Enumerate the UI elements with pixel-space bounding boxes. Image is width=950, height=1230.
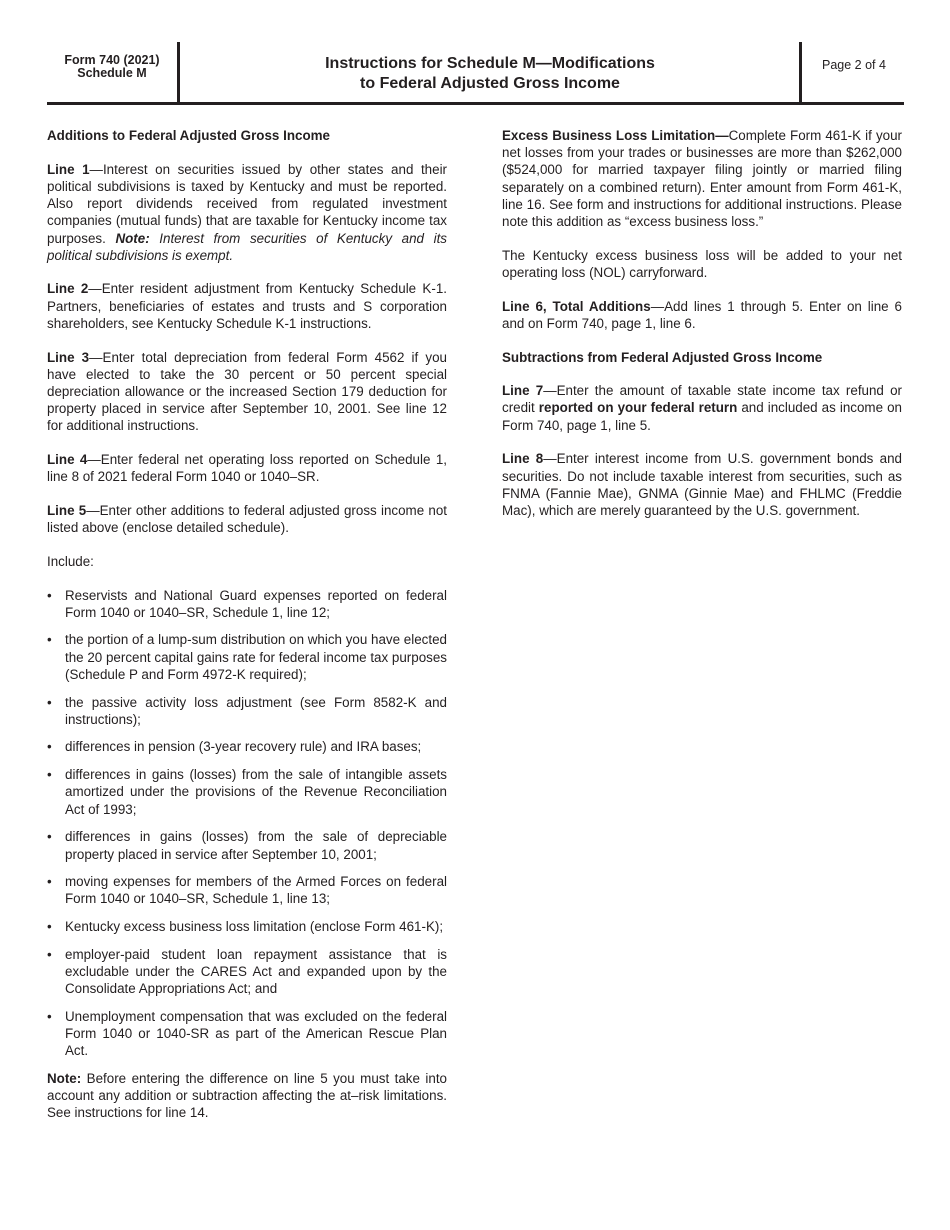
title-line-1: Instructions for Schedule M—Modifications <box>325 55 655 72</box>
line-text: —Interest on securities issued by other states and their political subdivisions is taxed by Kentucky and must be reported. Also report dividends received from regulated investment companies (mutual funds) that are taxable for Kentucky income tax purposes. <box>47 161 448 246</box>
list-item: • Reservists and National Guard expenses reported on federal Form 1040 or 1040–SR, Schedule 1, line 12; <box>47 587 447 621</box>
line-text: and included as income on Form 740, page 1, line 5. <box>502 400 902 433</box>
section-heading-subtractions: Subtractions from Federal Adjusted Gross Income <box>502 349 823 365</box>
line-label: Line 3 <box>47 349 90 365</box>
line-label: Line 2 <box>47 281 89 297</box>
page-header <box>47 42 904 105</box>
form-number: Form 740 (2021) <box>64 53 160 67</box>
line-text: —Enter other additions to federal adjusted gross income not listed above (enclose detailed schedule). <box>47 502 448 536</box>
list-item: • differences in gains (losses) from the sale of intangible assets amortized under the provisions of the Revenue Reconciliation Act of 1993; <box>47 766 447 818</box>
note-text: Interest from securities of Kentucky and its political subdivisions is exempt. <box>47 230 447 263</box>
list-item: • the passive activity loss adjustment (see Form 8582-K and instructions); <box>47 694 447 728</box>
page-number: Page 2 of 4 <box>822 58 886 72</box>
page-title <box>180 54 800 94</box>
line-label: Line 7 <box>502 383 544 399</box>
line-label: Line 1 <box>47 161 90 177</box>
left-column <box>47 127 447 1138</box>
line-6-paragraph <box>502 298 902 332</box>
line-label: Line 5 <box>47 502 87 518</box>
line-3-paragraph <box>47 349 447 435</box>
form-id <box>47 54 177 80</box>
list-item: • Unemployment compensation that was excluded on the federal Form 1040 or 1040-SR as part of the American Rescue Plan Act. <box>47 1008 447 1060</box>
line-text: —Enter resident adjustment from Kentucky Schedule K-1. Partners, beneficiaries of estates and trusts and S corporation shareholders, see Kentucky Schedule K-1 instructions. <box>47 281 447 331</box>
list-item: • the portion of a lump-sum distribution on which you have elected the 20 percent capital gains rate for federal income tax purposes (Schedule P and Form 4972-K required); <box>47 631 447 683</box>
list-item: • employer-paid student loan repayment assistance that is excludable under the CARES Act and expanded upon by the Consolidate Appropriations Act; and <box>47 946 447 998</box>
additions-list <box>47 587 447 1060</box>
line-text: —Enter total depreciation from federal Form 4562 if you have elected to take the 30 percent or 50 percent special depreciation allowance or the increased Section 179 deduction for property placed in service after September 10, 2001. See line 12 for additional instructions. <box>47 349 447 434</box>
include-label: Include: <box>47 553 94 569</box>
line-label: Line 6, Total Additions <box>502 298 651 314</box>
list-item: • moving expenses for members of the Armed Forces on federal Form 1040 or 1040–SR, Schedule 1, line 13; <box>47 873 447 907</box>
line-8-paragraph <box>502 450 902 519</box>
line-text: Complete Form 461-K if your net losses from your trades or businesses are more than $262,000 ($524,000 for married taxpayer filing jointly or married filing separately on a combined return). Enter amount from Form 461-K, line 16. See form and instructions for additional instructions. Please note this addition as “excess business loss.” <box>502 128 902 230</box>
divider <box>799 42 802 102</box>
line-4-paragraph <box>47 451 447 485</box>
line-label: Excess Business Loss Limitation— <box>502 128 729 143</box>
line-7-paragraph <box>502 382 902 434</box>
line-2-paragraph <box>47 280 447 332</box>
line-label: Line 8 <box>502 451 544 467</box>
right-column <box>502 127 902 536</box>
note-paragraph <box>47 1070 447 1122</box>
note-label: Note: <box>115 230 150 246</box>
list-item: • differences in pension (3-year recovery rule) and IRA bases; <box>47 738 447 755</box>
note-text: Before entering the difference on line 5 you must take into account any addition or subtraction affecting the at–risk limitations. See instructions for line 14. <box>47 1071 447 1121</box>
line-text: —Add lines 1 through 5. Enter on line 6 and on Form 740, page 1, line 6. <box>502 298 902 331</box>
section-heading-additions: Additions to Federal Adjusted Gross Income <box>47 128 330 143</box>
line-text: —Enter interest income from U.S. government bonds and securities. Do not include taxable interest from securities, such as FNMA (Fannie Mae), GNMA (Ginnie Mae) and FHLMC (Freddie Mac), which are merely guaranteed by the U.S. government. <box>502 451 902 518</box>
line-1-paragraph <box>47 161 447 264</box>
excess-business-loss-paragraph <box>502 127 902 230</box>
note-label: Note: <box>47 1071 82 1087</box>
schedule-name: Schedule M <box>77 66 147 80</box>
line-label: Line 4 <box>47 452 88 468</box>
list-item: • Kentucky excess business loss limitation (enclose Form 461-K); <box>47 918 447 935</box>
line-5-paragraph <box>47 502 447 536</box>
list-item: • differences in gains (losses) from the sale of depreciable property placed in service after September 10, 2001; <box>47 828 447 862</box>
line-text: —Enter federal net operating loss reported on Schedule 1, line 8 of 2021 federal Form 1040 or 1040–SR. <box>47 452 447 485</box>
line-text: —Enter the amount of taxable state income tax refund or credit <box>502 383 902 416</box>
emphasis-text: reported on your federal return <box>538 400 738 416</box>
nol-paragraph: The Kentucky excess business loss will be added to your net operating loss (NOL) carryforward. <box>502 247 902 280</box>
title-line-2: to Federal Adjusted Gross Income <box>360 75 620 92</box>
